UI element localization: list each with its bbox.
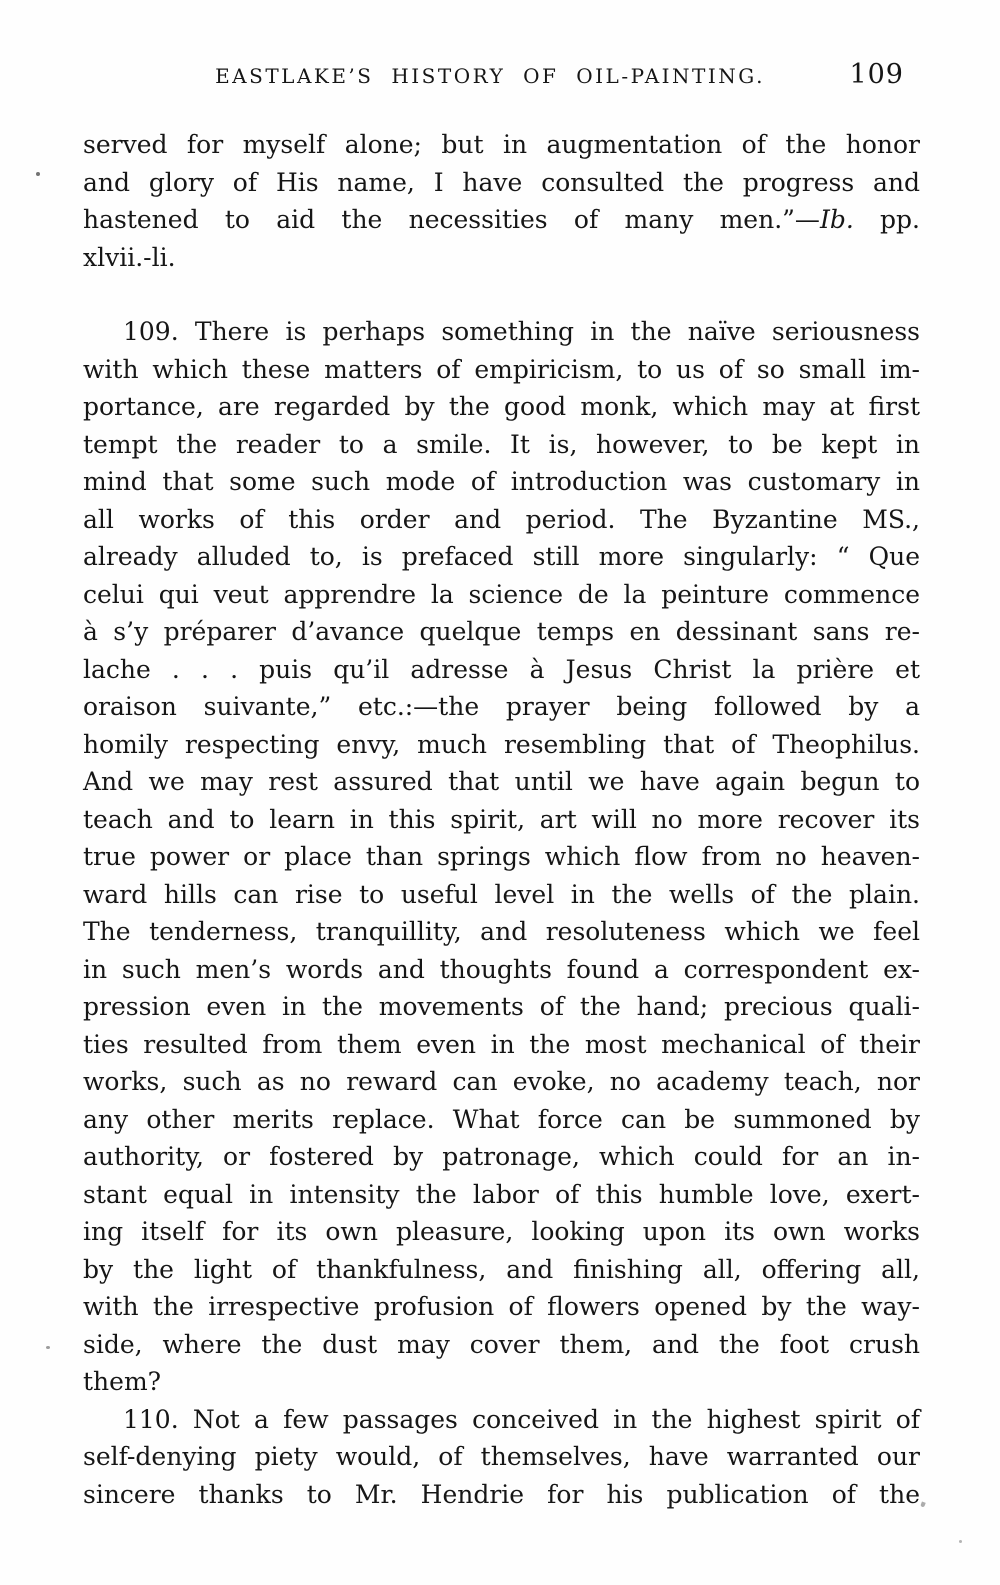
text-line: side, where the dust may cover them, and the foot crush: [83, 1329, 920, 1359]
scan-artifact-dot: [36, 172, 40, 176]
text-line: and glory of His name, I have consulted the progress and: [83, 167, 920, 197]
text-line: stant equal in intensity the labor of this humble love, exert-: [83, 1179, 920, 1209]
text-line: pression even in the movements of the hand; precious quali-: [83, 992, 920, 1021]
text-line: true power or place than springs which flow from no heaven-: [83, 842, 920, 871]
text-line: self-denying piety would, of themselves, have warranted our: [83, 1442, 920, 1471]
text-line: already alluded to, is prefaced still more singularly: “ Que: [83, 542, 920, 571]
text-line: any other merits replace. What force can be summoned by: [83, 1104, 920, 1134]
text-line: portance, are regarded by the good monk, which may at first: [83, 392, 920, 421]
text-line: ties resulted from them even in the most mechanical of their: [83, 1029, 920, 1059]
text-line: ing itself for its own pleasure, looking upon its own works: [83, 1217, 920, 1246]
page-number: 109: [849, 59, 904, 90]
text-line: mind that some such mode of introduction was customary in: [83, 467, 920, 496]
text-line: authority, or fostered by patronage, which could for an in-: [83, 1142, 920, 1171]
text-line: with the irrespective profusion of flowers opened by the way-: [83, 1292, 920, 1321]
text-line: homily respecting envy, much resembling that of Theophilus.: [83, 729, 920, 759]
text-line: ward hills can rise to useful level in the wells of the plain.: [83, 879, 920, 909]
text-line: à s’y préparer d’avance quelque temps en dessinant sans re-: [83, 617, 920, 646]
text-line: 109. There is perhaps something in the naïve seriousness: [123, 317, 920, 346]
paragraph: [83, 1401, 920, 1514]
scan-artifact-dot: [959, 1540, 962, 1543]
text-line: by the light of thankfulness, and finishing all, offering all,: [83, 1254, 920, 1284]
paragraph: [83, 313, 920, 1401]
text-line: The tenderness, tranquillity, and resoluteness which we feel: [83, 917, 920, 946]
text-line: tempt the reader to a smile. It is, however, to be kept in: [83, 429, 920, 459]
text-line: xlvii.-li.: [83, 242, 176, 272]
text-line: celui qui veut apprendre la science de la peinture commence: [83, 579, 920, 609]
text-line: hastened to aid the necessities of many men.”—Ib. pp.: [83, 205, 920, 234]
text-line: lache . . . puis qu’il adresse à Jesus Christ la prière et: [83, 654, 920, 684]
text-line: served for myself alone; but in augmentation of the honor: [83, 130, 920, 159]
text-line: in such men’s words and thoughts found a correspondent ex-: [83, 954, 920, 984]
text-line: teach and to learn in this spirit, art will no more recover its: [83, 804, 920, 834]
text-line: with which these matters of empiricism, to us of so small im-: [83, 354, 920, 384]
text-line: them?: [83, 1367, 162, 1396]
text-line: sincere thanks to Mr. Hendrie for his publication of the: [83, 1479, 920, 1509]
running-head-title: EASTLAKE’S HISTORY OF OIL-PAINTING.: [215, 64, 765, 88]
text-line: And we may rest assured that until we have again begun to: [83, 767, 920, 796]
text-line: oraison suivante,” etc.:—the prayer being followed by a: [83, 692, 920, 721]
page-body: [83, 126, 920, 1513]
scan-artifact-dot: [46, 1346, 50, 1349]
text-line: works, such as no reward can evoke, no academy teach, nor: [83, 1067, 920, 1096]
text-line: 110. Not a few passages conceived in the highest spirit of: [123, 1404, 920, 1434]
text-line: all works of this order and period. The Byzantine MS.,: [83, 504, 920, 534]
scan-artifact-dot: [920, 1501, 925, 1507]
paragraph: [83, 126, 920, 276]
